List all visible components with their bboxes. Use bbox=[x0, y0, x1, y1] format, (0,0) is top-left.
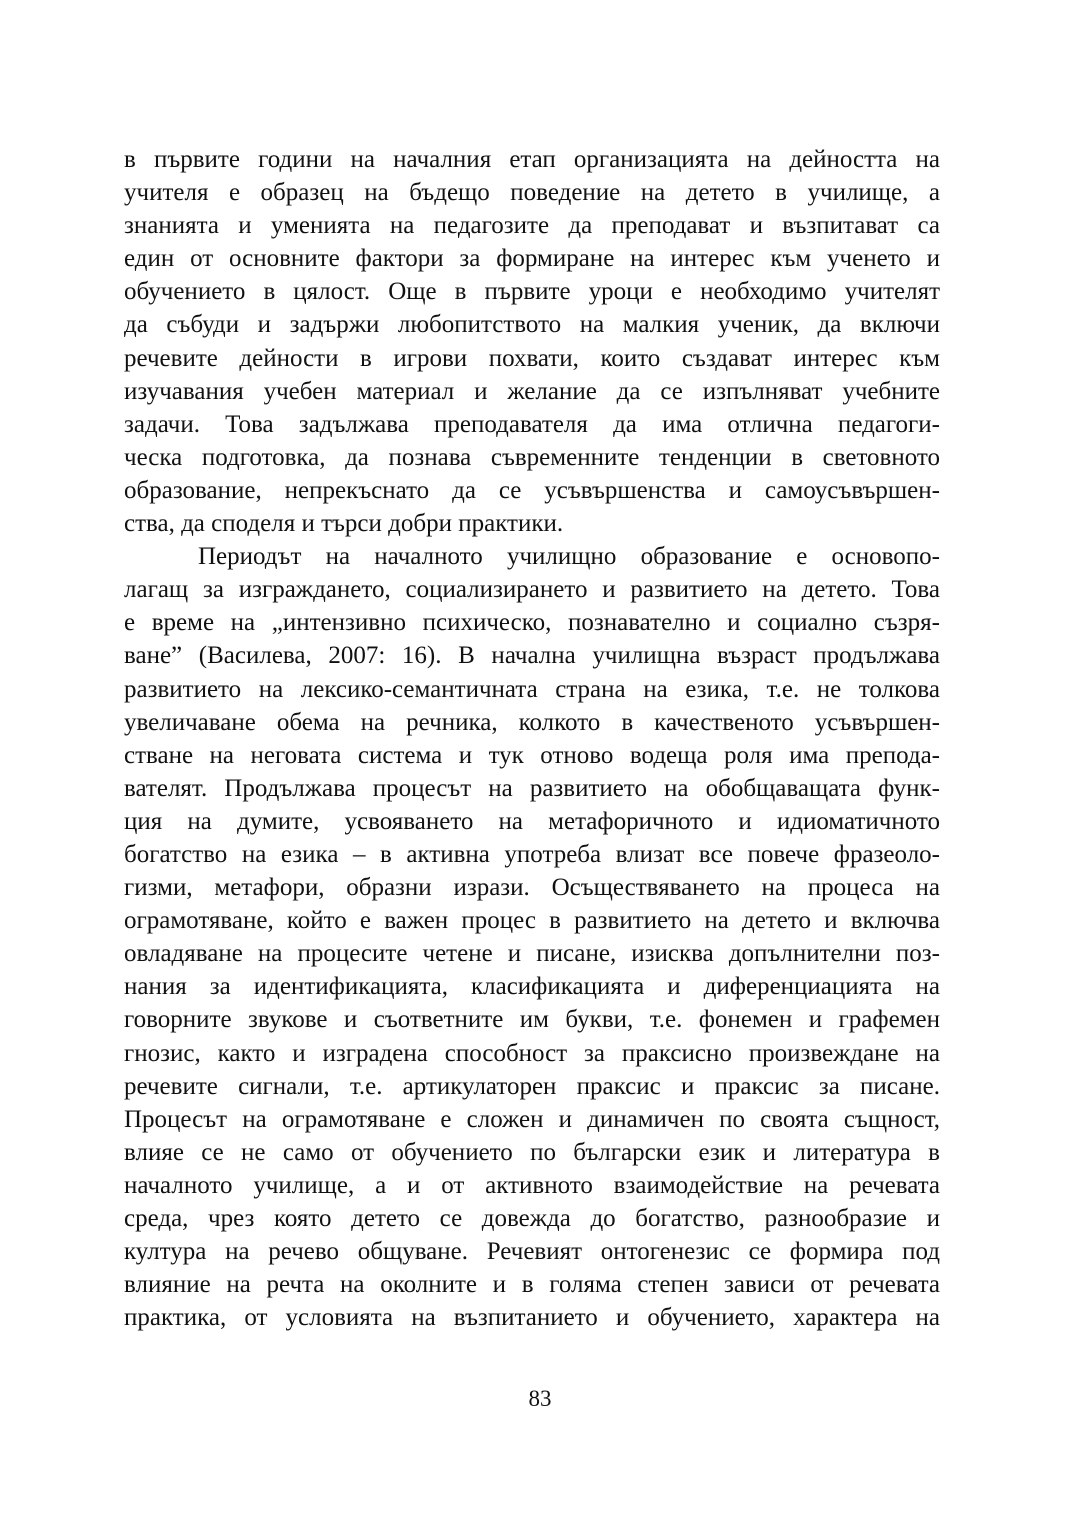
page-number: 83 bbox=[528, 1386, 552, 1411]
text-line: ция на думите, усвояването на метафоричното и идиоматичното bbox=[124, 807, 940, 835]
text-line: е време на „интензивно психическо, познавателно и социално съзря- bbox=[124, 609, 940, 637]
text-line: говорните звукове и съответните им букви, т.е. фонемен и графемен bbox=[124, 1006, 940, 1034]
text-line: влияе се не само от обучението по български език и литература в bbox=[124, 1138, 940, 1166]
page-body bbox=[124, 143, 940, 1334]
text-line: учителя е образец на бъдещо поведение на детето в училище, а bbox=[124, 179, 940, 207]
text-line: един от основните фактори за формиране на интерес към ученето и bbox=[124, 245, 940, 273]
text-line: Процесът на ограмотяване е сложен и динамичен по своята същност, bbox=[124, 1105, 940, 1133]
text-line: в първите години на началния етап организацията на дейността на bbox=[124, 146, 940, 173]
text-line: стване на неговата система и тук отново водеща роля има препода- bbox=[124, 741, 940, 769]
text-line: гнозис, както и изградена способност за праксисно произвеждане на bbox=[124, 1039, 940, 1067]
text-line: среда, чрез която детето се довежда до богатство, разнообразие и bbox=[124, 1205, 940, 1232]
paragraph-1 bbox=[124, 143, 940, 540]
paragraph-2 bbox=[124, 540, 940, 1334]
text-line: ване” (Василева, 2007: 16). В начална училищна възраст продължава bbox=[124, 642, 940, 670]
text-line: ства, да споделя и търси добри практики. bbox=[124, 510, 564, 538]
text-line: гизми, метафори, образни изрази. Осъществяването на процеса на bbox=[124, 874, 940, 902]
text-line: речевите сигнали, т.е. артикулаторен праксис и праксис за писане. bbox=[124, 1072, 940, 1100]
text-line: ограмотяване, който е важен процес в развитието на детето и включва bbox=[124, 907, 940, 935]
text-line: увеличаване обема на речника, колкото в качественото усъвършен- bbox=[124, 708, 940, 736]
text-line: влияние на речта на околните и в голяма степен зависи от речевата bbox=[124, 1271, 940, 1299]
text-line: обучението в цялост. Още в първите уроци е необходимо учителят bbox=[124, 278, 940, 306]
text-line: овладяване на процесите четене и писане, изисква допълнителни поз- bbox=[124, 940, 940, 968]
text-line: да събуди и задържи любопитството на малкия ученик, да включи bbox=[124, 311, 940, 339]
text-line: задачи. Това задължава преподавателя да има отлична педагоги- bbox=[124, 410, 940, 438]
text-line: речевите дейности в игрови похвати, които създават интерес към bbox=[124, 344, 940, 372]
text-line: практика, от условията на възпитанието и обучението, характера на bbox=[124, 1304, 940, 1332]
text-line: развитието на лексико-семантичната страна на езика, т.е. не толкова bbox=[124, 675, 940, 703]
text-line: образование, непрекъснато да се усъвършенства и самоусъвършен- bbox=[124, 476, 940, 504]
text-line: богатство на езика – в активна употреба влизат все повече фразеоло- bbox=[124, 840, 940, 868]
text-line: вателят. Продължава процесът на развитието на обобщаващата функ- bbox=[124, 774, 940, 802]
text-line: началното училище, а и от активното взаимодействие на речевата bbox=[124, 1171, 940, 1199]
text-line: знанията и уменията на педагозите да преподават и възпитават са bbox=[124, 212, 940, 240]
text-line: изучавания учебен материал и желание да се изпълняват учебните bbox=[124, 377, 940, 405]
text-line: ческа подготовка, да познава съвременните тенденции в световното bbox=[124, 443, 940, 471]
text-line: лагащ за изграждането, социализирането и развитието на детето. Това bbox=[124, 576, 940, 604]
text-line: Периодът на началното училищно образование е основопо- bbox=[198, 543, 940, 571]
text-line: нания за идентификацията, класификацията и диференциацията на bbox=[124, 973, 940, 1001]
text-line: култура на речево общуване. Речевият онтогенезис се формира под bbox=[124, 1238, 940, 1266]
